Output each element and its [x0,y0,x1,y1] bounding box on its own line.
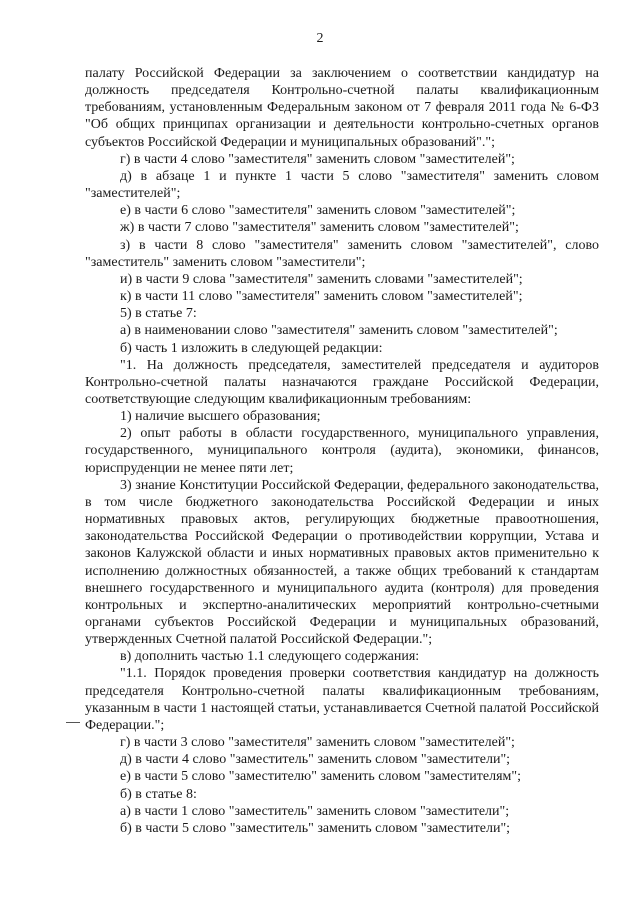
paragraph: а) в наименовании слово "заместителя" заменить словом "заместителей"; [120,323,558,339]
page-number: 2 [316,31,324,46]
paragraph: з) в части 8 слово "заместителя" заменить словом "заместителей", слово "заместитель" заменить словом "заместители"; [85,237,599,270]
paragraph: б) часть 1 изложить в следующей редакции: [120,340,383,356]
paragraph: в) дополнить частью 1.1 следующего содержания: [120,649,420,665]
paragraph: и) в части 9 слова "заместителя" заменить словами "заместителей"; [120,271,523,287]
paragraph: е) в части 5 слово "заместителю" заменить словом "заместителям"; [120,769,522,785]
paragraph: ж) в части 7 слово "заместителя" заменить словом "заместителей"; [120,220,519,236]
paragraph: б) в части 5 слово "заместитель" заменить словом "заместители"; [120,820,511,836]
paragraph: 2) опыт работы в области государственного, муниципального управления, государственного, муниципального контроля (аудита), экономики, финансов, юриспруденции не менее пяти лет; [85,426,599,476]
paragraph: "1.1. Порядок проведения проверки соответствия кандидатур на должность председателя Контрольно-счетной палаты квалификационным требованиям, указанным в части 1 настоящей статьи, устанавливается Счетной палатой Российской Федерации."; [85,666,599,733]
document-body [85,65,599,837]
paragraph: палату Российской Федерации за заключением о соответствии кандидатур на должность председателя Контрольно-счетной палаты квалификационным требованиям, установленным Федеральным законом от 7 февраля 2011 года № 6-ФЗ "Об общих принципах организации и деятельности контрольно-счетных органов субъектов Российской Федерации и муниципальных образований"."; [85,66,599,150]
paragraph: "1. На должность председателя, заместителей председателя и аудиторов Контрольно-счетной палаты назначаются граждане Российской Федерации, соответствующие следующим квалификационным требованиям: [85,357,599,407]
paragraph: 5) в статье 7: [120,306,197,322]
paragraph: г) в части 4 слово "заместителя" заменить словом "заместителей"; [120,151,515,167]
paragraph: б) в статье 8: [120,786,197,802]
paragraph: д) в абзаце 1 и пункте 1 части 5 слово "заместителя" заменить словом "заместителей"; [85,168,599,202]
paragraph: е) в части 6 слово "заместителя" заменить словом "заместителей"; [120,203,516,219]
margin-mark [66,722,80,723]
paragraph: к) в части 11 слово "заместителя" заменить словом "заместителей"; [120,289,523,305]
paragraph: а) в части 1 слово "заместитель" заменить словом "заместители"; [120,803,510,819]
paragraph: г) в части 3 слово "заместителя" заменить словом "заместителей"; [120,735,515,751]
paragraph: 3) знание Конституции Российской Федерации, федерального законодательства, в том числе бюджетного законодательства Российской Федерации и иных нормативных правовых актов, регулирующих бюджетные правоотношения, законодательства Российской Федерации о противодействии коррупции, Устава и законов Калужской области и иных нормативных правовых актов применительно к исполнению должностных обязанностей, а также общих требований к стандартам внешнего государственного и муниципального аудита (контроля) для проведения контрольных и экспертно-аналитических мероприятий контрольно-счетными органами субъектов Российской Федерации и муниципальных образований, утвержденных Счетной палатой Российской Федерации."; [85,477,599,648]
paragraph: 1) наличие высшего образования; [120,409,321,425]
paragraph: д) в части 4 слово "заместитель" заменить словом "заместители"; [120,752,511,768]
